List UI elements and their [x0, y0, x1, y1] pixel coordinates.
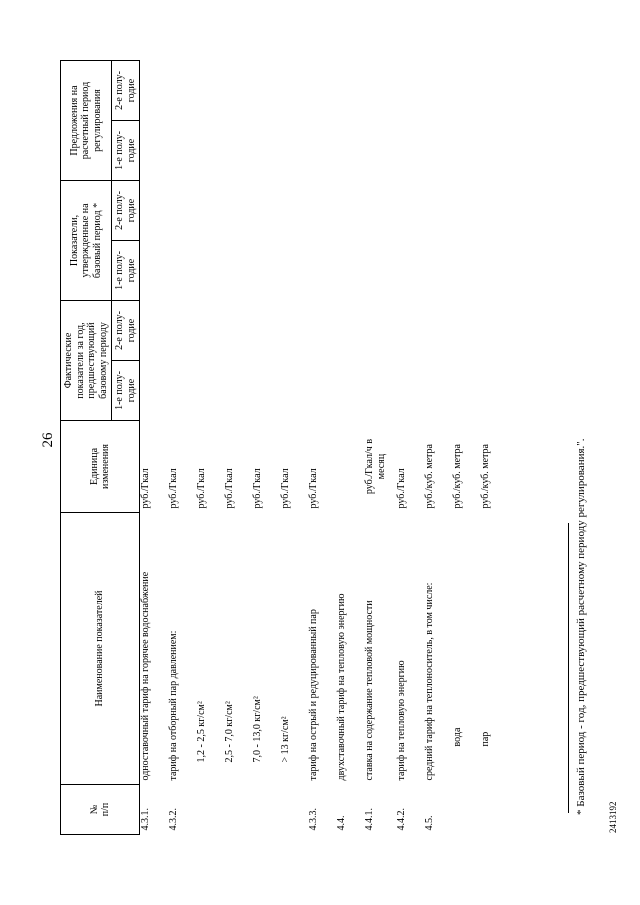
indicators-table	[60, 60, 508, 835]
row-name: средний тариф на теплоноситель, в том числе:	[424, 582, 435, 781]
row-num: 4.5.	[424, 815, 435, 831]
header-half2: 2-е полу- годие	[112, 181, 140, 241]
row-num: 4.4.	[336, 815, 347, 831]
row-unit: руб./Гкал	[280, 468, 291, 509]
header-half2: 2-е полу- годие	[112, 301, 140, 361]
row-name: > 13 кг/см²	[280, 716, 291, 763]
header-actual: Фактические показатели за год, предшествующий базовому периоду	[61, 301, 112, 421]
table-row	[364, 61, 396, 835]
table-row	[336, 61, 364, 835]
row-unit: руб./Гкал	[140, 468, 151, 509]
row-name: двухставочный тариф на тепловую энергию	[336, 593, 347, 781]
row-unit: руб./Гкал	[168, 468, 179, 509]
row-unit: руб./Гкал	[224, 468, 235, 509]
row-unit: руб./куб. метра	[480, 444, 491, 509]
table-row	[140, 61, 169, 835]
row-name: 2,5 - 7,0 кг/см²	[224, 701, 235, 763]
row-num	[480, 785, 508, 835]
row-num	[252, 785, 280, 835]
header-proposals: Предложения на расчетный период регулирования	[61, 61, 112, 181]
table-row	[452, 61, 480, 835]
header-name: Наименование показателей	[61, 513, 140, 785]
document-id: 2413192	[608, 801, 618, 833]
row-unit: руб./Гкал	[252, 468, 263, 509]
row-unit: руб./Гкал/ч в месяц	[364, 438, 387, 495]
table-row	[308, 61, 336, 835]
row-num: 4.3.3.	[308, 808, 319, 831]
row-unit: руб./Гкал	[396, 468, 407, 509]
header-half1: 1-е полу- годие	[112, 241, 140, 301]
row-unit	[336, 421, 364, 513]
row-name: тариф на острый и редуцированный пар	[308, 609, 319, 781]
header-row-1	[61, 61, 112, 835]
row-name: одноставочный тариф на горячее водоснабжение	[140, 571, 151, 781]
row-name: 1,2 - 2,5 кг/см²	[196, 701, 207, 763]
header-approved: Показатели, утвержденные на базовый период *	[61, 181, 112, 301]
row-num: 4.4.1.	[364, 808, 375, 831]
row-num	[280, 785, 308, 835]
row-name: пар	[480, 731, 491, 747]
row-name: ставка на содержание тепловой мощности	[364, 600, 375, 781]
table-row	[252, 61, 280, 835]
row-name: тариф на тепловую энергию	[396, 660, 407, 781]
row-num: 4.3.2.	[168, 808, 179, 831]
table-row	[196, 61, 224, 835]
header-half1: 1-е полу- годие	[112, 121, 140, 181]
row-unit: руб./Гкал	[196, 468, 207, 509]
table-row	[280, 61, 308, 835]
row-unit: руб./Гкал	[308, 468, 319, 509]
header-unit: Единица изменения	[61, 421, 140, 513]
table-row	[424, 61, 452, 835]
header-num: № п/п	[61, 785, 140, 835]
table-row	[480, 61, 508, 835]
row-name: вода	[452, 727, 463, 747]
table-row	[224, 61, 252, 835]
row-name: тариф на отборный пар давлением:	[168, 630, 179, 781]
header-half1: 1-е полу- годие	[112, 361, 140, 421]
footnote-divider	[568, 523, 569, 813]
page-number: 26	[40, 432, 56, 448]
footnote: * Базовый период - год, предшествующий расчетному периоду регулирования.".	[575, 438, 587, 815]
table-row	[168, 61, 196, 835]
row-unit: руб./куб. метра	[452, 444, 463, 509]
row-name: 7,0 - 13,0 кг/см²	[252, 696, 263, 763]
row-unit: руб./куб. метра	[424, 444, 435, 509]
row-num	[452, 785, 480, 835]
row-num: 4.4.2.	[396, 808, 407, 831]
row-num	[224, 785, 252, 835]
header-half2: 2-е полу- годие	[112, 61, 140, 121]
table-row	[396, 61, 424, 835]
row-num: 4.3.1.	[140, 808, 151, 831]
row-num	[196, 785, 224, 835]
